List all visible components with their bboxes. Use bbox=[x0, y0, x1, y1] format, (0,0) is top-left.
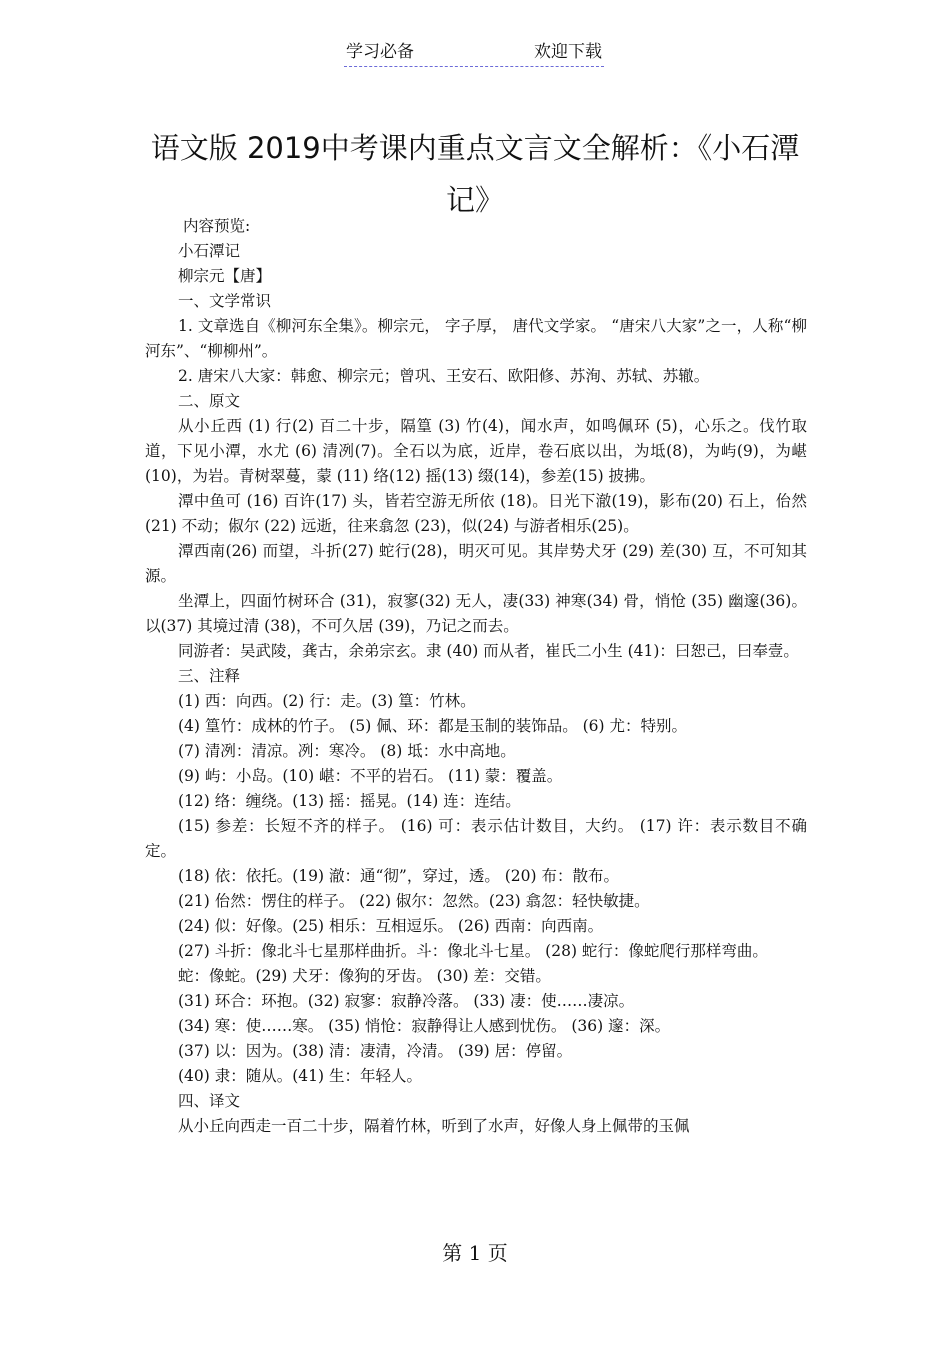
page-header bbox=[344, 40, 604, 67]
note-line: 蛇：像蛇。(29) 犬牙：像狗的牙齿。 (30) 差：交错。 bbox=[178, 967, 551, 985]
paragraph: 同游者：吴武陵，龚古，余弟宗玄。隶 (40) 而从者，崔氏二小生 (41)：曰恕己，曰奉壹。 bbox=[178, 642, 799, 660]
page-number: 第 1 页 bbox=[442, 1241, 508, 1265]
note-line: (21) 佁然：愣住的样子。 (22) 俶尔：忽然。(23) 翕忽：轻快敏捷。 bbox=[178, 892, 650, 910]
note-line: (15) 参差：长短不齐的样子。 (16) 可：表示估计数目，大约。 (17) 许：表示数目不确定。 bbox=[145, 817, 807, 860]
note-line: (12) 络：缠绕。(13) 摇：摇晃。(14) 连：连结。 bbox=[178, 792, 521, 810]
paragraph: 1. 文章选自《柳河东全集》。柳宗元， 字子厚， 唐代文学家。 “唐宋八大家”之一，人称“柳河东”、“柳柳州”。 bbox=[145, 317, 807, 360]
note-line: (24) 似：好像。(25) 相乐：互相逗乐。 (26) 西南：向西南。 bbox=[178, 917, 604, 935]
header-right-text: 欢迎下载 bbox=[534, 42, 602, 62]
paragraph: 潭中鱼可 (16) 百许(17) 头，皆若空游无所依 (18)。日光下澈(19)，影布(20) 石上，佁然 (21) 不动；俶尔 (22) 远逝，往来翕忽 (23)，似(24) 与游者相乐(25)。 bbox=[145, 492, 807, 535]
paragraph: 坐潭上，四面竹树环合 (31)，寂寥(32) 无人，凄(33) 神寒(34) 骨，悄怆 (35) 幽邃(36)。以(37) 其境过清 (38)，不可久居 (39)，乃记之而去。 bbox=[145, 592, 807, 635]
note-line: (1) 西：向西。(2) 行：走。(3) 篁：竹林。 bbox=[178, 692, 476, 710]
document-body bbox=[145, 214, 807, 1139]
note-line: (40) 隶：随从。(41) 生：年轻人。 bbox=[178, 1067, 422, 1085]
paragraph: 潭西南(26) 而望，斗折(27) 蛇行(28)，明灭可见。其岸势犬牙 (29) 差(30) 互，不可知其源。 bbox=[145, 542, 807, 585]
note-line: (34) 寒：使……寒。 (35) 悄怆：寂静得让人感到忧伤。 (36) 邃：深。 bbox=[178, 1017, 671, 1035]
note-line: (18) 依：依托。(19) 澈：通“彻”，穿过，透。 (20) 布：散布。 bbox=[178, 867, 620, 885]
note-line: (31) 环合：环抱。(32) 寂寥：寂静冷落。 (33) 凄：使……凄凉。 bbox=[178, 992, 635, 1010]
header-left-text: 学习必备 bbox=[346, 42, 414, 62]
document-title: 语文版 2019中考课内重点文言文全解析：《小石潭记》 bbox=[150, 131, 800, 217]
note-line: (37) 以：因为。(38) 清：凄清，冷清。 (39) 居：停留。 bbox=[178, 1042, 573, 1060]
section-heading: 四、译文 bbox=[178, 1092, 241, 1110]
text-author: 柳宗元【唐】 bbox=[178, 267, 272, 285]
section-heading: 一、文学常识 bbox=[178, 292, 272, 310]
note-line: (27) 斗折：像北斗七星那样曲折。斗：像北斗七星。 (28) 蛇行：像蛇爬行那样弯曲。 bbox=[178, 942, 768, 960]
text-title: 小石潭记 bbox=[178, 242, 241, 260]
preview-label: 内容预览: bbox=[183, 217, 251, 235]
note-line: (7) 清冽：清凉。冽：寒冷。 (8) 坻：水中高地。 bbox=[178, 742, 516, 760]
note-line: (4) 篁竹：成林的竹子。 (5) 佩、环：都是玉制的装饰品。 (6) 尤：特别。 bbox=[178, 717, 688, 735]
paragraph: 从小丘向西走一百二十步，隔着竹林，听到了水声，好像人身上佩带的玉佩 bbox=[178, 1117, 690, 1135]
note-line: (9) 屿：小岛。(10) 嵁：不平的岩石。 (11) 蒙：覆盖。 bbox=[178, 767, 563, 785]
paragraph: 2. 唐宋八大家：韩愈、柳宗元；曾巩、王安石、欧阳修、苏洵、苏轼、苏辙。 bbox=[178, 367, 710, 385]
section-heading: 二、原文 bbox=[178, 392, 241, 410]
paragraph: 从小丘西 (1) 行(2) 百二十步，隔篁 (3) 竹(4)，闻水声，如鸣佩环 (5)，心乐之。伐竹取道，下见小潭，水尤 (6) 清冽(7)。全石以为底，近岸，卷石底以出，为坻(8)，为屿(9)，为嵁(10)，为岩。青树翠蔓，蒙 (11) 络(12) 摇(13) 缀(14)，参差(15) 披拂。 bbox=[145, 417, 807, 485]
section-heading: 三、注释 bbox=[178, 667, 241, 685]
